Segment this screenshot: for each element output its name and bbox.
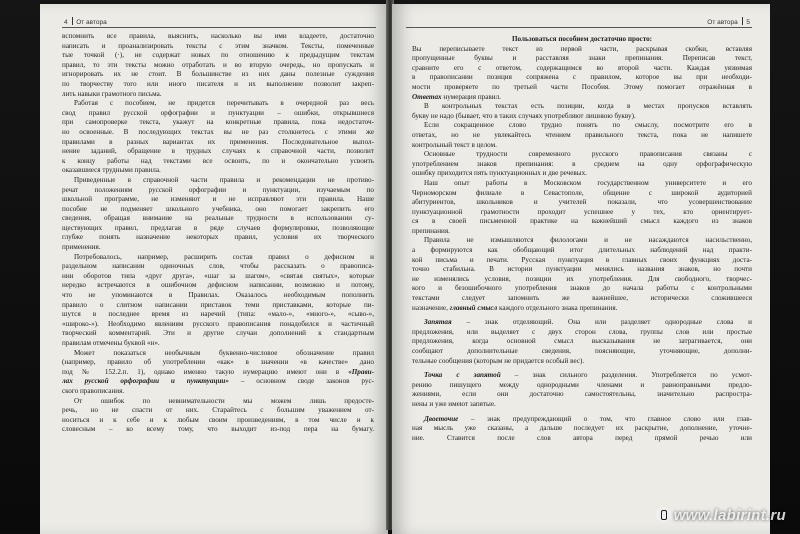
right-text-line: Точка с запятой – знак сильного разделения. Употребляется по усмот- — [424, 371, 752, 380]
left-text-line: правил, то эти тексты можно отработать и во вторую очередь, но пропускать и — [62, 60, 374, 69]
right-page-body — [412, 35, 752, 443]
right-text-line: а формируются как обобщающий итог длительных наблюдений над практи- — [412, 246, 752, 255]
left-text-line: оказавшиеся трудными правила. — [62, 166, 161, 175]
right-text-line: Правила не измышляются филологами и не насаждаются насильственно, — [424, 236, 752, 245]
right-text-line: жениями, если они достаточно самостоятельны, значительно распростра- — [412, 390, 752, 399]
right-page-heading: Пользоваться пособием достаточно просто: — [511, 35, 653, 43]
left-text-line: школьной программе, не изменяют и не исправляют эти правила. Наше — [62, 195, 374, 204]
emphasized-term: Двоеточие — [424, 414, 459, 423]
right-text-line: пунктуационной грамотности проходит успешнее у тех, кто ориентирует- — [412, 207, 752, 216]
left-page — [40, 4, 388, 534]
left-text-line: речат положениям русской орфографии и пунктуации, изучаемым по — [62, 185, 374, 194]
right-text-line: Запятая – знак отделяющий. Она или разделяет однородные слова и — [424, 318, 752, 327]
right-header-rule — [406, 27, 752, 28]
left-running-header — [64, 17, 107, 26]
right-running-header — [707, 17, 750, 26]
left-text-line: (например, правило об употреблении «как» в значении «в качестве» дано — [62, 358, 374, 367]
left-page-number: 4 — [64, 19, 68, 26]
right-text-line: ние. Ставится после слов автора перед прямой речью или — [412, 433, 752, 442]
emphasized-term: лах русской орфографии и пунктуации» — [62, 377, 229, 386]
left-text-line: сведения, обращая внимание на реальные трудности в использовании су- — [62, 214, 374, 223]
right-text-line: ответах, но не увлекайтесь чтением правильного текста, пока не напишете — [412, 130, 752, 139]
left-text-line: словесным – ко всему тому, что выходит из-под пера на бумагу. — [62, 425, 374, 434]
right-text-line: точно стабильна. В истории пунктуации менялись названия знаков, но почти — [412, 265, 752, 274]
right-text-line: употреблением знаков препинания: в среднем на одну орфографическую — [412, 159, 752, 168]
header-separator — [72, 17, 73, 25]
left-text-line: раздельном написании одиночных слов, чтобы рассказать о правописа- — [62, 262, 374, 271]
right-text-line: В контрольных текстах есть позиции, когда в местах пропусков вставлять — [424, 102, 752, 111]
right-text-line: сравните его с ответом, содержащимся во второй части. Каждая уязвимая — [412, 63, 752, 72]
left-text-line: по творчеству того или иного писателя и их выполнение позволит закреп- — [62, 79, 374, 88]
left-text-line: Потребовалось, например, расширить состав правил о дефисном и — [74, 252, 374, 261]
header-separator — [742, 17, 743, 25]
left-text-line: лить навыки грамотного письма. — [62, 89, 162, 98]
right-text-line: ная мысль уже сказаны, а дальше последует их раскрытие, дополнение, уточне- — [412, 424, 752, 433]
right-text-line: текстами следует запомнить же важнейшее, исторически сложившееся — [412, 294, 752, 303]
emphasized-term: Ответах — [412, 92, 442, 101]
right-text-line: сообщают дополнительные сведения, поясняющие, уточняющие, дополни- — [412, 347, 752, 355]
right-text-line: букву не надо (бывает, что в таких случаях употребляют лишнюю букву). — [412, 111, 636, 120]
right-text-line: пропущенные буквы и расставляя знаки препинания. Переписав текст, — [412, 54, 752, 63]
labirint-logo-icon — [656, 507, 671, 522]
left-text-line: написать и проанализировать тексты с этим значком. Тексты, помеченные — [62, 41, 374, 50]
left-text-line: шутся в последнее время из наречий (типа: «мало-», «много-», «сыво-», — [62, 310, 374, 319]
emphasized-term: «Прави- — [348, 367, 374, 376]
right-text-line: контрольный текст в целом. — [412, 140, 497, 149]
right-text-line: кой письма и печати. Русская пунктуация в главных своих функциях доста- — [412, 255, 752, 264]
right-text-line: Вы переписываете текст из первой части, раскрывая скобки, вставляя — [412, 44, 752, 53]
left-text-line: применения. — [62, 243, 101, 252]
right-text-line: ся в своей письменной практике на важнейший смысл каждого из знаков — [412, 217, 752, 226]
left-text-line: пособие не подменяет школьного учебника, оно помогает закрепить его — [62, 204, 374, 213]
left-text-line: носиться и к себе и к любым своим произведениям, в том числе и к — [62, 415, 374, 424]
right-text-line: мости проверяете по третьей части Пособия. Этому помогает отражённая в — [412, 82, 752, 91]
right-text-line: Наш опыт работы в Московском государственном университете и его — [424, 178, 752, 187]
emphasized-term: главный смысл — [449, 303, 498, 312]
right-page-number: 5 — [746, 19, 750, 26]
left-text-line: Приведенные в справочной части правила и рекомендации не противо- — [74, 175, 374, 184]
left-text-line: правилам отмечены буквой «н». — [62, 339, 160, 347]
left-running-title: От автора — [76, 19, 107, 26]
left-page-body — [62, 32, 374, 435]
left-text-line: Может показаться необычным буквенно-числовое обозначение правил — [74, 348, 374, 357]
right-text-line: предложения, когда основной смысл высказывания не затрагивается, они — [412, 337, 752, 346]
left-text-line: ществующих правил, предлагая в ряде случаев формулировки, позволяющие — [62, 223, 374, 232]
right-text-line: абитуриентов, школьников и учителей показали, что усовершенствование — [412, 198, 752, 207]
left-text-line: при самопроверке текста, укажут на конкретные правила, пока недостаточ- — [62, 118, 374, 127]
right-running-title: От автора — [707, 19, 738, 26]
emphasized-term: Точка с запятой — [424, 371, 501, 380]
right-text-line: Если сокращенное слово трудно понять по смыслу, посмотрите его в — [424, 121, 752, 130]
left-text-line: «широко-»). Необходимо явлениям русского правописания понадобился и частичный — [62, 319, 374, 328]
left-text-line: правило о слитном написании приставок теми приставками, которые пи- — [62, 300, 374, 309]
left-header-rule — [62, 27, 376, 28]
left-text-line: под № 152.2.п. 1), однако именно такую нумерацию имеют они в «Прави- — [62, 367, 374, 376]
right-text-line: назначение, главный смысл каждого отдельного знака препинания. — [412, 303, 618, 312]
left-text-line: к концу работы над текстами все освоить, по и окончательно усвоить — [62, 156, 374, 165]
right-text-line: предложения, или выделяет с двух сторон слова, группы слов или простые — [412, 327, 752, 336]
right-text-line: Двоеточие – знак предупреждающий о том, что главное слово или глав- — [424, 414, 752, 423]
right-page — [392, 4, 770, 534]
left-text-line: речь, но не спасти от них. Старайтесь с большим уважением от- — [62, 406, 374, 415]
right-text-line: в правописании позиция сопряжена с правилом, которое вы при необходи- — [412, 73, 752, 82]
right-text-line: Ответах нумерация правил. — [412, 92, 501, 101]
left-text-line: игнорировать их не стоит. В большинстве из них даны полезные суждения — [62, 70, 374, 79]
left-text-line: нии оборотов типа «друг друга», «шаг за шагом», «святая святых», которые — [62, 271, 374, 280]
right-text-line: не изменялись условия, позиции их употребления. Для свободного, творчес- — [412, 274, 752, 283]
left-text-line: лах русской орфографии и пунктуации» – основном своде законов рус- — [62, 377, 374, 386]
left-text-line: ского правописания. — [62, 386, 125, 395]
right-text-line: Черноморском филиале в Севастополе, общение с широкой аудиторией — [412, 188, 752, 197]
left-text-line: Работая с пособием, не придется перечитывать в очередной раз весь — [74, 99, 374, 108]
right-text-line: тельные сообщения (которым не придается особый вес). — [412, 356, 585, 365]
right-text-line: кого и безошибочного употребления знаков до начала работы с контрольными — [412, 284, 752, 293]
left-text-line: что не упоминаются в Правилах. Оказалось необходимым пополнить — [62, 291, 374, 300]
emphasized-term: Запятая — [424, 318, 452, 327]
right-text-line: ошибку приходится пять пунктуационных и две речевых. — [412, 169, 587, 178]
left-text-line: правилами в разных вариантах их применения. Последовательное выпол- — [62, 137, 374, 146]
left-text-line: творческий комментарий. Эти и другие случаи дополнений к стандартным — [62, 329, 374, 338]
watermark-text: www.labirint.ru — [673, 507, 786, 524]
right-text-line: рению пишущего между однородными членами и равноправными предло- — [412, 380, 752, 389]
right-text-line: Основные трудности современного русского правописания связаны с — [424, 150, 752, 159]
left-text-line: вспомнить все правила, выяснить, насколько вы ими владеете, достаточно — [62, 32, 374, 40]
left-text-line: но освоенные. В последующих текстах вы не раз столкнетесь с этими же — [62, 127, 374, 136]
left-text-line: свод правил русской орфографии и пунктуации – ошибки, открывшиеся — [62, 108, 374, 117]
left-text-line: тые точкой (·), не содержат новых по отношению к предыдущим текстам — [62, 51, 374, 60]
right-text-line: нены и уже имеют запятые. — [412, 399, 496, 408]
right-text-line: препинания. — [412, 226, 450, 235]
left-text-line: нение заданий, обращение в трудных случаях к справочной части, позволит — [62, 147, 374, 156]
watermark — [656, 507, 786, 524]
left-text-line: нередко встречаются в ошибочном дефисном написании, возможно и потому, — [62, 281, 374, 290]
left-text-line: глубже понять назначение некоторых правил, условия их творческого — [62, 233, 374, 242]
left-text-line: От ошибок по невнимательности мы можем лишь предосте- — [74, 396, 374, 405]
